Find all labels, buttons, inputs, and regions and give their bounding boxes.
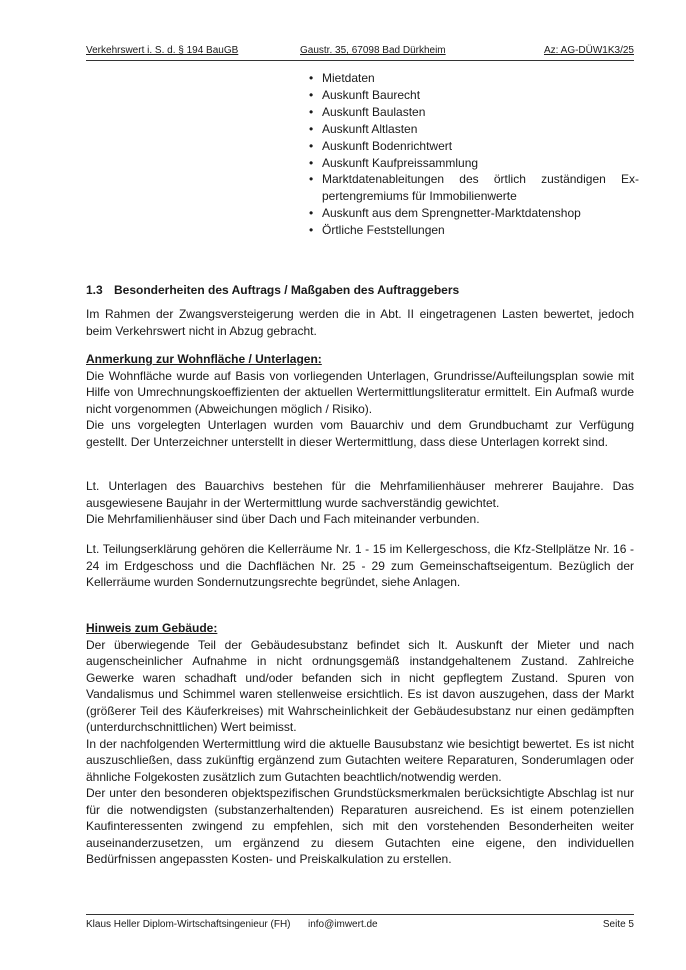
bauarchiv-paragraph-1: Lt. Unterlagen des Bauarchivs bestehen für die Mehrfamilienhäuser mehrerer Baujahre. Das ausgewiesene Baujahr in der Wertermittlung wurde sachverständig gewichtet. <box>86 479 634 510</box>
teilung-paragraph: Lt. Teilungserklärung gehören die Kellerräume Nr. 1 - 15 im Kellergeschoss, die Kfz-Stellplätze Nr. 16 - 24 im Erdgeschoss und die Dachflächen Nr. 25 - 29 zum Gemeinschaftseigentum. Bezüglich der Kellerräume wurden Sondernutzungsrechte begründet, siehe Anlagen. <box>86 542 634 589</box>
page-header <box>86 44 634 61</box>
gebaeude-paragraph-3: Der unter den besonderen objektspezifischen Grundstücksmerkmalen berücksichtigte Abschlag ist nur für die notwendigsten (substanzerhaltenden) Reparaturen ausreichend. Es ist einem potenziellen Kaufinteressenten zwingend zu empfehlen, sich mit den vorstehenden Besonderheiten weiter auseinanderzusetzen, um ergänzend zu diesem Gutachten eine eigene, den individuellen Bedürfnissen angepassten Kosten- und Preiskalkulation zu erstellen. <box>86 786 634 866</box>
header-valuation-ref: Verkehrswert i. S. d. § 194 BauGB <box>86 45 239 56</box>
list-item: • Örtliche Feststellungen <box>309 222 639 239</box>
gebaeude-title: Hinweis zum Gebäude: <box>86 621 218 635</box>
footer-email: info@imwert.de <box>308 919 378 930</box>
gebaeude-paragraph-2: In der nachfolgenden Wertermittlung wird die aktuelle Bausubstanz wie besichtigt bewertet. Es ist nicht auszuschließen, dass zukünftig ergänzend zum Gutachten weitere Reparaturen, Sonderumlagen oder ähnliche Folgekosten zusätzlich zum Gutachten beachtlich/notwendig werden. <box>86 736 634 784</box>
header-file-number: Az: AG-DÜW1K3/25 <box>543 45 634 56</box>
list-item: • Auskunft Baurecht <box>309 87 639 104</box>
list-item: • Auskunft Altlasten <box>309 121 639 138</box>
wohnflaeche-paragraph-2: Die uns vorgelegten Unterlagen wurden vom Bauarchiv und dem Grundbuchamt zur Verfügung gestellt. Der Unterzeichner unterstellt in dieser Wertermittlung, dass diese Unterlagen korrekt sind. <box>86 418 634 449</box>
section-intro <box>86 306 634 339</box>
section-title: Besonderheiten des Auftrags / Maßgaben des Auftraggebers <box>114 283 460 297</box>
wohnflaeche-block <box>86 351 634 450</box>
list-item: • Auskunft aus dem Sprengnetter-Marktdatenshop <box>309 205 639 222</box>
wohnflaeche-title: Anmerkung zur Wohnfläche / Unterlagen: <box>86 352 322 366</box>
gebaeude-block <box>86 620 634 868</box>
intro-paragraph: Im Rahmen der Zwangsversteigerung werden die in Abt. II eingetragenen Lasten bewertet, jedoch beim Verkehrswert nicht in Abzug gebracht. <box>86 307 634 338</box>
page-footer <box>86 914 634 931</box>
gebaeude-paragraph-1: Der überwiegende Teil der Gebäudesubstanz befindet sich lt. Auskunft der Mieter und nach augenscheinlicher Aufnahme in nicht ordnungsgemäß instandgehaltenem Zustand. Zahlreiche Gewerke waren schadhaft und/oder befanden sich in nicht gepflegtem Zustand. Spuren von Vandalismus und Schimmel waren stellenweise ersichtlich. Es ist davon auszugehen, dass der Markt (größerer Teil des Käuferkreises) mit Wahrscheinlichkeit der Gebäudesubstanz nur einen gedämpften (unterdurchschnittlichen) Wert beimisst. <box>86 637 634 734</box>
list-item: • Marktdatenableitungen des örtlich zuständigen Ex-pertengremiums für Immobilienwerte <box>309 171 639 205</box>
footer-page-number: Seite 5 <box>602 919 634 930</box>
teilung-block <box>86 541 634 591</box>
bauarchiv-block <box>86 478 634 528</box>
footer-author: Klaus Heller Diplom-Wirtschaftsingenieur (FH) <box>86 919 291 930</box>
section-number: 1.3 <box>86 283 103 297</box>
list-item: • Mietdaten <box>309 70 639 87</box>
header-address: Gaustr. 35, 67098 Bad Dürkheim <box>300 45 446 56</box>
list-item: • Auskunft Baulasten <box>309 104 639 121</box>
source-list <box>309 70 639 239</box>
wohnflaeche-paragraph-1: Die Wohnfläche wurde auf Basis von vorliegenden Unterlagen, Grundrisse/Aufteilungsplan sowie mit Hilfe von Umrechnungskoeffizienten der aktuellen Wertermittlungsliteratur ermittelt. Ein Aufmaß wurde nicht vorgenommen (Abweichungen möglich / Risiko). <box>86 368 634 416</box>
list-item: • Auskunft Bodenrichtwert <box>309 138 639 155</box>
list-item: • Auskunft Kaufpreissammlung <box>309 155 639 172</box>
section-heading <box>86 283 459 297</box>
bauarchiv-paragraph-2: Die Mehrfamilienhäuser sind über Dach und Fach miteinander verbunden. <box>86 512 480 526</box>
